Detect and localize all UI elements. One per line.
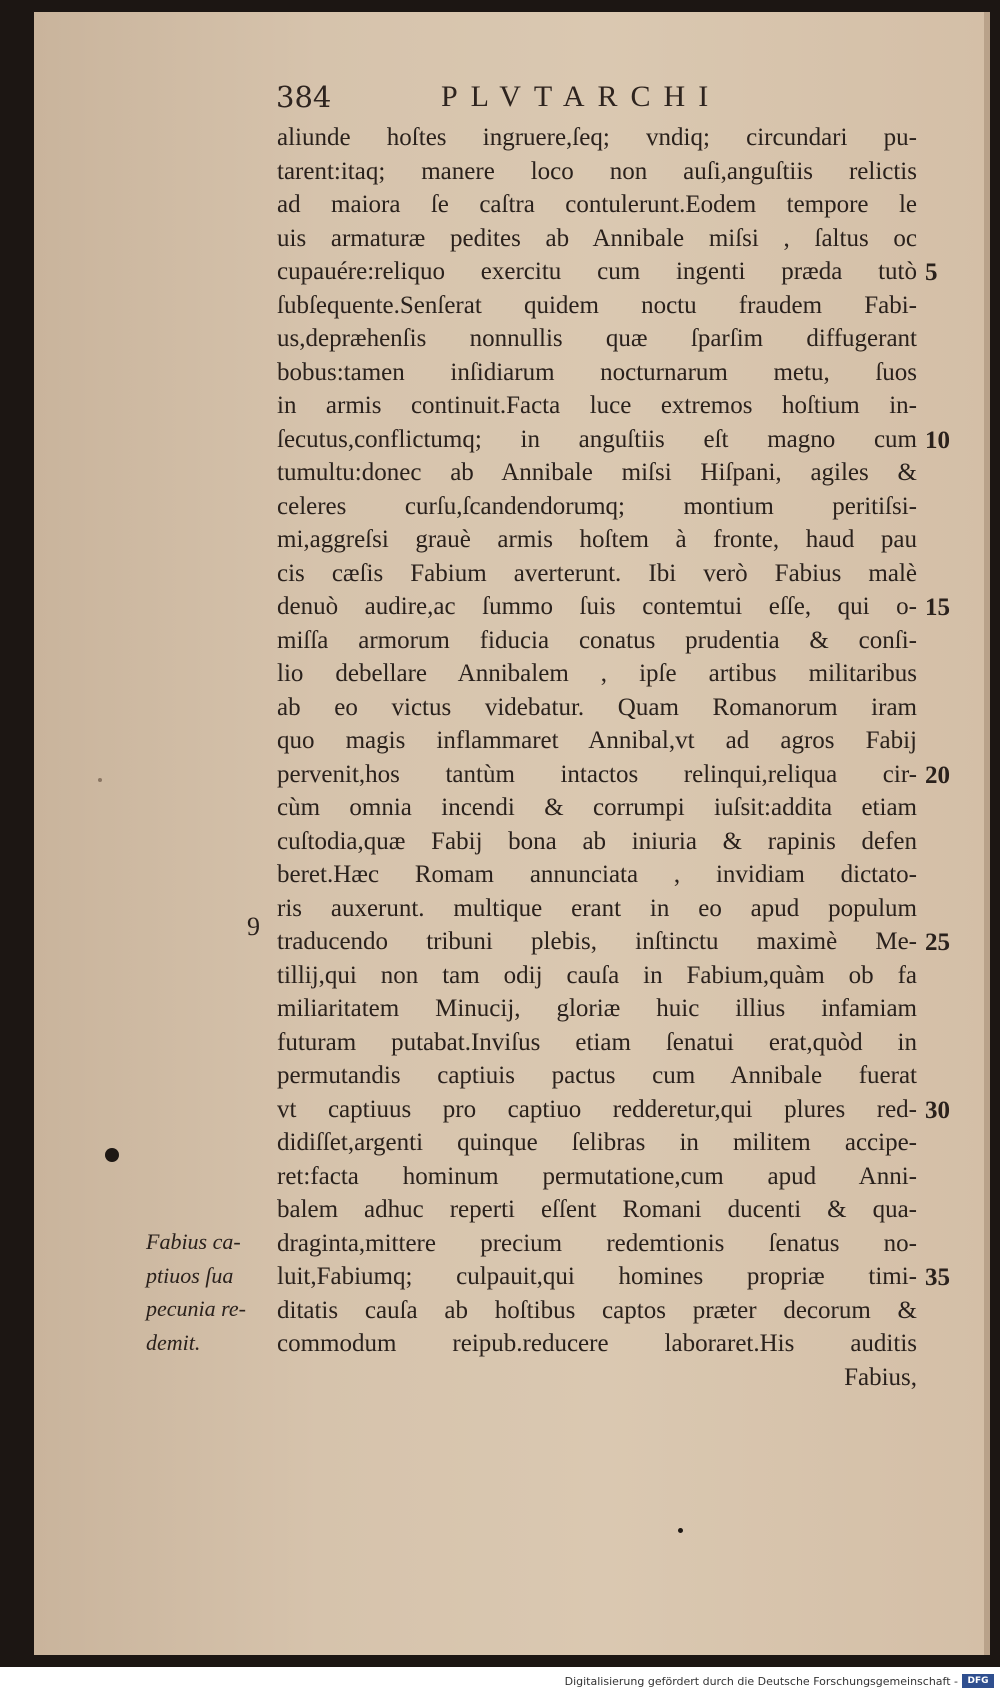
text-line: bobus:tamen inſidiarum nocturnarum metu, ſuos xyxy=(277,358,917,386)
text-line: vt captiuus pro captiuo redderetur,qui plures red- xyxy=(277,1095,917,1123)
line-number: 15 xyxy=(925,594,950,621)
text-line: ditatis cauſa ab hoſtibus captos præter decorum & xyxy=(277,1296,917,1324)
text-line: cuſtodia,quæ Fabij bona ab iniuria & rapinis defen xyxy=(277,827,917,855)
marginal-note-line: demit. xyxy=(146,1329,201,1355)
text-line: tumultu:donec ab Annibale miſsi Hiſpani, agiles & xyxy=(277,459,917,486)
text-line: ſecutus,conflictumq; in anguſtiis eſt magno cum xyxy=(277,425,917,453)
line-number: 35 xyxy=(925,1264,950,1291)
text-line: mi,aggreſsi grauè armis hoſtem à fronte, haud pau xyxy=(277,526,917,553)
body-text xyxy=(277,121,917,1394)
footer-credit: Digitalisierung gefördert durch die Deutsche Forschungsgemeinschaft - xyxy=(564,1675,958,1688)
text-line: permutandis captiuis pactus cum Annibale fuerat xyxy=(277,1062,917,1089)
text-line: tarent:itaq; manere loco non auſi,anguſtiis relictis xyxy=(277,157,917,185)
text-line: denuò audire,ac ſummo ſuis contemtui eſſe, qui o- xyxy=(277,593,917,620)
marginal-note-line: ptiuos ſua xyxy=(146,1262,234,1288)
text-line: Fabius, xyxy=(844,1363,917,1391)
marginal-note xyxy=(146,1225,272,1359)
running-head: PLVTARCHI xyxy=(441,80,722,113)
marginal-mark: 9 xyxy=(247,912,260,941)
text-line: ret:facta hominum permutatione,cum apud Anni- xyxy=(277,1162,917,1190)
footer-bar xyxy=(0,1667,1000,1695)
text-line: luit,Fabiumq; culpauit,qui homines propriæ timi- xyxy=(277,1263,917,1290)
text-line: tillij,qui non tam odij cauſa in Fabium,quàm ob fa xyxy=(277,961,917,989)
page-number: 384 xyxy=(276,80,332,114)
text-line: ris auxerunt. multique erant in eo apud populum xyxy=(277,894,917,922)
text-line: cis cæſis Fabium averterunt. Ibi verò Fabius malè xyxy=(277,559,917,587)
text-line: ad maiora ſe caſtra contulerunt.Eodem tempore le xyxy=(277,191,917,218)
page-header xyxy=(276,80,776,120)
text-line: cupauére:reliquo exercitu cum ingenti præda tutò xyxy=(277,258,917,285)
text-line: cùm omnia incendi & corrumpi iuſsit:addita etiam xyxy=(277,794,917,821)
text-line: ab eo victus videbatur. Quam Romanorum iram xyxy=(277,693,917,721)
marginal-note-line: Fabius ca- xyxy=(146,1229,241,1254)
text-line: celeres curſu,ſcandendorumq; montium peritiſsi- xyxy=(277,492,917,520)
text-line: miliaritatem Minucij, gloriæ huic illius infamiam xyxy=(277,995,917,1022)
text-line: draginta,mittere precium redemtionis ſenatus no- xyxy=(277,1229,917,1257)
text-line: quo magis inflammaret Annibal,vt ad agros Fabij xyxy=(277,727,917,754)
text-line: pervenit,hos tantùm intactos relinqui,reliqua cir- xyxy=(277,760,917,788)
line-number: 30 xyxy=(925,1096,950,1124)
text-line: futuram putabat.Inviſus etiam ſenatui erat,quòd in xyxy=(277,1028,917,1056)
line-number: 20 xyxy=(925,761,950,789)
text-line: lio debellare Annibalem , ipſe artibus militaribus xyxy=(277,660,917,687)
text-line: traducendo tribuni plebis, inſtinctu maximè Me- xyxy=(277,928,917,955)
text-line: beret.Hæc Romam annunciata , invidiam dictato- xyxy=(277,861,917,888)
text-line: ſubſequente.Senſerat quidem noctu fraudem Fabi- xyxy=(277,291,917,319)
text-line: didiſſet,argenti quinque ſelibras in militem accipe- xyxy=(277,1129,917,1156)
ink-spot xyxy=(678,1528,683,1533)
text-line: in armis continuit.Facta luce extremos hoſtium in- xyxy=(277,392,917,419)
ink-spot xyxy=(98,778,102,782)
text-line: aliunde hoſtes ingruere,ſeq; vndiq; circundari pu- xyxy=(277,124,917,151)
text-line: balem adhuc reperti eſſent Romani ducenti & qua- xyxy=(277,1196,917,1223)
dfg-logo: DFG xyxy=(962,1674,994,1688)
marginal-note-line: pecunia re- xyxy=(146,1296,246,1321)
line-number: 10 xyxy=(925,426,950,454)
ink-spot xyxy=(105,1148,119,1162)
text-line: us,depræhenſis nonnullis quæ ſparſim diffugerant xyxy=(277,325,917,352)
line-number: 5 xyxy=(925,259,938,286)
text-line: commodum reipub.reducere laboraret.His auditis xyxy=(277,1330,917,1357)
text-line: miſſa armorum fiducia conatus prudentia & conſi- xyxy=(277,626,917,654)
text-line: uis armaturæ pedites ab Annibale miſsi , ſaltus oc xyxy=(277,224,917,252)
line-number: 25 xyxy=(925,929,950,956)
